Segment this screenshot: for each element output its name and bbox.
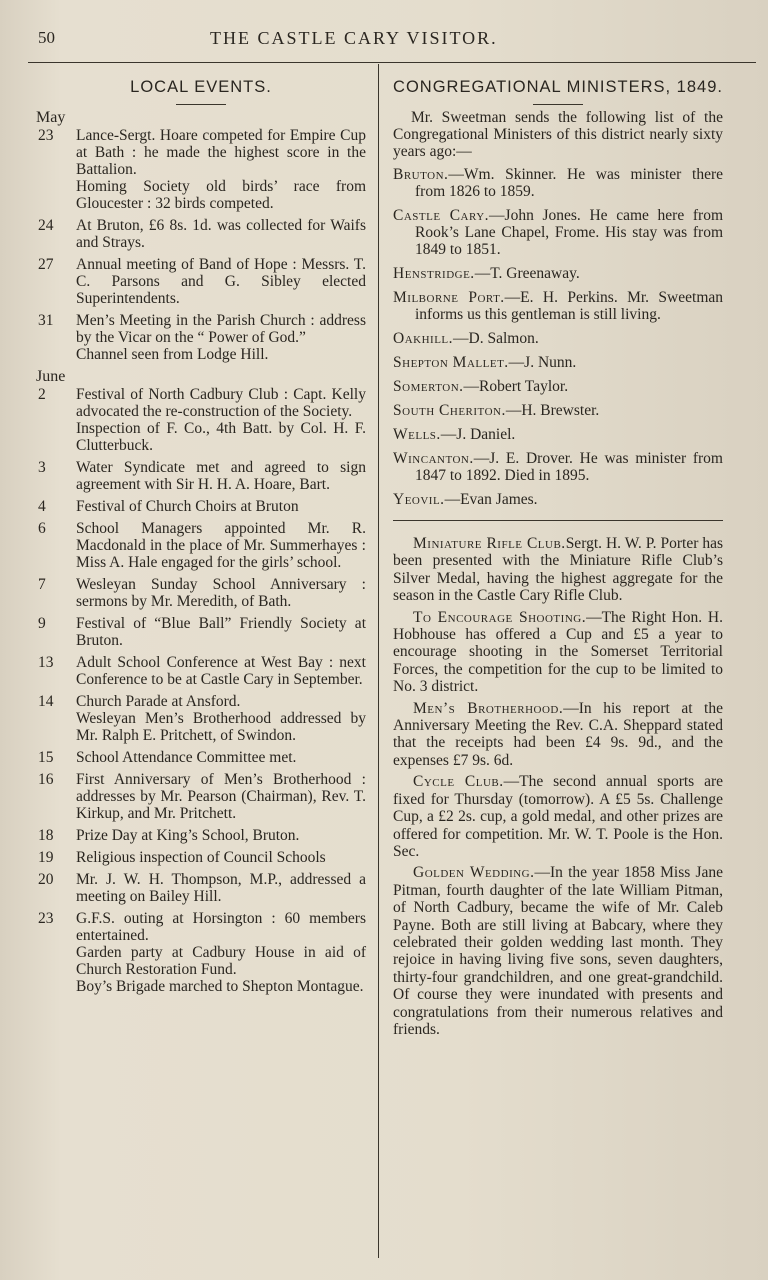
place-name: Wincanton. (393, 450, 474, 467)
news-head: Men’s Brotherhood. (413, 699, 564, 717)
news-head: Miniature Rifle Club. (413, 535, 566, 552)
column-rule (378, 64, 379, 1258)
minister-text: —Robert Taylor. (463, 378, 569, 395)
minister-text: —John Jones. He came here from Rook’s Lane Chapel, Frome. His stay was from 1849 to 1851. (415, 207, 723, 258)
event-text: First Anniversary of Men’s Brotherhood : addresses by Mr. Pearson (Chairman), Rev. T. Kirkup, and Mr. Pritchett. (76, 771, 366, 822)
event-day: 23 (38, 127, 54, 144)
event-day: 15 (38, 749, 54, 766)
minister-entry (393, 166, 723, 200)
news-text: —In his report at the Anniversary Meeting the Rev. C.A. Sheppard stated that the receipts had been £4 9s. 9d., and the expenses £7 9s. 6d. (393, 699, 723, 769)
event-entry (36, 127, 366, 212)
event-text: School Managers appointed Mr. R. Macdonald in the place of Mr. Summerhayes : Miss A. Hale engaged for the girls’ school. (76, 520, 366, 571)
page-number: 50 (38, 28, 55, 47)
minister-text: —D. Salmon. (453, 330, 539, 347)
minister-entry (393, 265, 723, 282)
title-rule (533, 104, 583, 105)
june-events (36, 386, 366, 995)
section-rule (393, 520, 723, 521)
title-rule (176, 104, 226, 105)
event-day: 7 (38, 576, 46, 593)
event-text: Wesleyan Sunday School Anniversary : sermons by Mr. Meredith, of Bath. (76, 576, 366, 610)
minister-text: —J. E. Drover. He was minister from 1847 to 1892. Died in 1895. (415, 450, 723, 484)
event-text: Water Syndicate met and agreed to sign agreement with Sir H. H. A. Hoare, Bart. (76, 459, 366, 493)
journal-title: THE CASTLE CARY VISITOR. (210, 28, 498, 48)
minister-text: —Wm. Skinner. He was minister there from 1826 to 1859. (415, 166, 723, 200)
news-paragraph (393, 700, 723, 770)
event-day: 20 (38, 871, 54, 888)
event-day: 24 (38, 217, 54, 234)
place-name: Shepton Mallet. (393, 354, 509, 371)
event-text: Festival of North Cadbury Club : Capt. Kelly advocated the re-construction of the Society. (76, 386, 366, 420)
event-text: Mr. J. W. H. Thompson, M.P., addressed a meeting on Bailey Hill. (76, 871, 366, 905)
event-text: Religious inspection of Council Schools (76, 849, 326, 866)
event-entry (36, 749, 366, 766)
event-day: 18 (38, 827, 54, 844)
running-head (0, 28, 768, 52)
event-entry (36, 615, 366, 649)
news-paragraph (393, 864, 723, 1038)
minister-entry (393, 289, 723, 323)
event-entry (36, 459, 366, 493)
event-entry (36, 910, 366, 995)
event-entry (36, 849, 366, 866)
place-name: Milborne Port. (393, 289, 505, 306)
event-text: Lance-Sergt. Hoare competed for Empire Cup at Bath : he made the highest score in the Battalion. (76, 127, 366, 178)
event-day: 2 (38, 386, 46, 403)
place-name: Oakhill. (393, 330, 454, 347)
news-items (393, 535, 723, 1038)
event-text: Boy’s Brigade marched to Shepton Montague. (76, 978, 364, 995)
header-rule (28, 62, 756, 63)
local-events-column (36, 72, 366, 1000)
event-text: G.F.S. outing at Horsington : 60 members entertained. (76, 910, 366, 944)
event-entry (36, 386, 366, 454)
event-entry (36, 654, 366, 688)
minister-text: —T. Greenaway. (474, 265, 580, 282)
event-day: 3 (38, 459, 46, 476)
event-entry (36, 771, 366, 822)
event-text: Garden party at Cadbury House in aid of Church Restoration Fund. (76, 944, 366, 978)
minister-entry (393, 354, 723, 371)
news-text: —The Right Hon. H. Hobhouse has offered a Cup and £5 a year to encourage shooting in the Somerset Territorial Forces, the competition for the cup to be limited to No. 3 district. (393, 608, 723, 696)
event-day: 14 (38, 693, 54, 710)
minister-entry (393, 207, 723, 258)
place-name: South Cheriton. (393, 402, 506, 419)
event-entry (36, 693, 366, 744)
event-text: Adult School Conference at West Bay : next Conference to be at Castle Cary in September. (76, 654, 366, 688)
minister-text: —H. Brewster. (505, 402, 600, 419)
event-entry (36, 498, 366, 515)
minister-entry (393, 330, 723, 347)
event-day: 31 (38, 312, 54, 329)
minister-text: —J. Nunn. (508, 354, 577, 371)
event-text: Festival of Church Choirs at Bruton (76, 498, 299, 515)
event-text: Channel seen from Lodge Hill. (76, 346, 269, 363)
month-label-june: June (36, 368, 66, 385)
event-entry (36, 827, 366, 844)
minister-entry (393, 491, 723, 508)
news-text: —In the year 1858 Miss Jane Pitman, fourth daughter of the late William Pitman, of North Cadbury, became the wife of Mr. Caleb Payne. Both are still living at Babcary, where they celebrated their golden wedding last month. They rejoice in having living five sons, seven daughters, thirty-four grandchildren, and one great-grandchild. Of course they were inundated with presents and congratulations from their numerous relatives and friends. (393, 864, 723, 1038)
minister-text: —Evan James. (444, 491, 538, 508)
event-day: 13 (38, 654, 54, 671)
event-entry (36, 576, 366, 610)
event-day: 4 (38, 498, 46, 515)
event-entry (36, 871, 366, 905)
event-entry (36, 312, 366, 363)
event-text: Homing Society old birds’ race from Gloucester : 32 birds competed. (76, 178, 366, 212)
minister-text: —E. H. Perkins. Mr. Sweetman informs us this gentleman is still living. (415, 289, 724, 323)
event-text: Men’s Meeting in the Parish Church : address by the Vicar on the “ Power of God.” (76, 312, 366, 346)
news-paragraph (393, 773, 723, 860)
place-name: Yeovil. (393, 491, 445, 508)
minister-text: —J. Daniel. (440, 426, 516, 443)
event-text: Wesleyan Men’s Brotherhood addressed by Mr. Ralph E. Pritchett, of Swindon. (76, 710, 366, 744)
news-paragraph (393, 535, 723, 605)
event-day: 16 (38, 771, 54, 788)
minister-entry (393, 402, 723, 419)
may-events (36, 127, 366, 363)
news-paragraph (393, 609, 723, 696)
event-entry (36, 217, 366, 251)
event-day: 23 (38, 910, 54, 927)
ministers-column (393, 72, 723, 1042)
news-head: Cycle Club. (413, 773, 504, 791)
local-events-title: LOCAL EVENTS. (130, 78, 272, 96)
event-text: School Attendance Committee met. (76, 749, 297, 766)
event-text: Inspection of F. Co., 4th Batt. by Col. H. F. Clutterbuck. (76, 420, 366, 454)
ministers-list (393, 166, 723, 508)
event-day: 27 (38, 256, 54, 273)
event-text: At Bruton, £6 8s. 1d. was collected for Waifs and Strays. (76, 217, 366, 251)
minister-entry (393, 426, 723, 443)
event-text: Annual meeting of Band of Hope : Messrs. T. C. Parsons and G. Sibley elected Superintendents. (76, 256, 366, 307)
event-text: Festival of “Blue Ball” Friendly Society at Bruton. (76, 615, 366, 649)
place-name: Bruton. (393, 166, 449, 183)
event-text: Church Parade at Ansford. (76, 693, 241, 710)
month-label-may: May (36, 109, 66, 126)
event-day: 19 (38, 849, 54, 866)
place-name: Wells. (393, 426, 441, 443)
event-text: Prize Day at King’s School, Bruton. (76, 827, 300, 844)
event-entry (36, 520, 366, 571)
news-text: —The second annual sports are fixed for Thursday (tomorrow). A £5 5s. Challenge Cup, a £2 2s. cup, a gold medal, and other prizes are offered for competition. Mr. W. T. Poole is the Hon. Sec. (393, 773, 723, 860)
event-day: 9 (38, 615, 46, 632)
place-name: Somerton. (393, 378, 464, 395)
ministers-intro: Mr. Sweetman sends the following list of the Congregational Ministers of this district nearly sixty years ago:— (393, 109, 723, 160)
event-day: 6 (38, 520, 46, 537)
ministers-title: CONGREGATIONAL MINISTERS, 1849. (393, 78, 723, 96)
minister-entry (393, 450, 723, 484)
minister-entry (393, 378, 723, 395)
event-entry (36, 256, 366, 307)
place-name: Castle Cary. (393, 207, 490, 224)
news-head: To Encourage Shooting. (413, 608, 587, 626)
news-head: Golden Wedding. (413, 864, 535, 882)
news-text: Sergt. H. W. P. Porter has been presented with the Miniature Rifle Club’s Silver Medal, having the highest aggregate for the season in the Castle Cary Rifle Club. (393, 535, 723, 605)
place-name: Henstridge. (393, 265, 475, 282)
